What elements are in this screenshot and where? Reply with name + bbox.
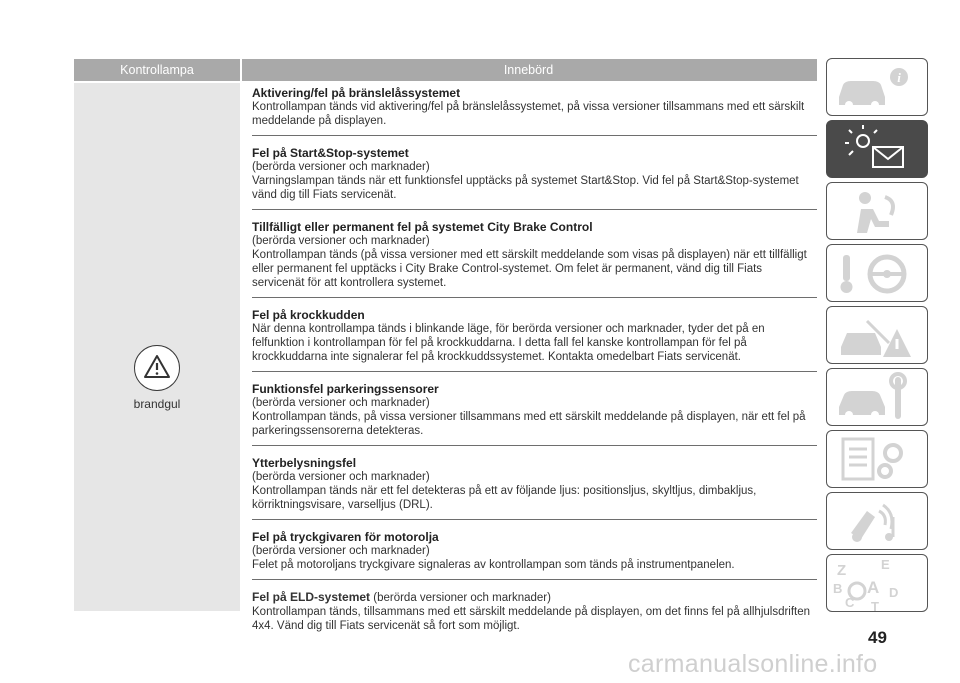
section-body: Varningslampan tänds när ett funktionsfel upptäcks på systemet Start&Stop. Vid fel på Start&Stop-systemet vänd dig till Fiats servicenät. [252, 175, 799, 201]
warning-light-table [74, 59, 817, 632]
technical-data-icon[interactable] [826, 430, 928, 488]
section-body: Kontrollampan tänds vid aktivering/fel på bränslelåssystemet, på vissa versioner tillsammans med ett särskilt meddelande på displayen. [252, 101, 805, 127]
svg-text:A: A [867, 578, 880, 597]
index-icon[interactable] [826, 554, 928, 612]
svg-text:E: E [881, 557, 890, 572]
section-title: Fel på krockkudden [252, 308, 365, 322]
table-header [74, 59, 817, 81]
svg-text:i: i [897, 70, 901, 85]
svg-text:Z: Z [837, 562, 847, 579]
section-title: Fel på tryckgivaren för motorolja [252, 530, 439, 544]
section-note: (berörda versioner och marknader) [373, 592, 551, 604]
section-body: Kontrollampan tänds när ett fel detekteras på ett av följande ljus: positionsljus, skyltljus, dimbakljus, körriktningsvisare, varselljus (DRL). [252, 485, 757, 511]
section-title: Ytterbelysningsfel [252, 456, 357, 470]
lamp-color-label: brandgul [133, 397, 181, 411]
section-note: (berörda versioner och marknader) [252, 471, 430, 483]
svg-text:B: B [833, 581, 843, 596]
lamp-cell [74, 83, 240, 611]
emergency-icon[interactable] [826, 306, 928, 364]
section-title: Fel på Start&Stop-systemet [252, 146, 409, 160]
section-city-brake [252, 217, 817, 298]
section-note: (berörda versioner och marknader) [252, 161, 430, 173]
section-body: Kontrollampan tänds (på vissa versioner med ett särskilt meddelande som visas på displayen) när ett tillfälligt eller permanent fel upptäcks i City Brake Control-systemet. Om felet är permanent, vänd dig till Fiats servicenät för att kontrollera systemet. [252, 249, 807, 289]
svg-text:T: T [871, 599, 879, 613]
section-start-stop [252, 143, 817, 210]
maintenance-icon[interactable] [826, 368, 928, 426]
safety-airbag-icon[interactable] [826, 182, 928, 240]
watermark: carmanualsonline.info [628, 650, 878, 678]
meaning-cell [252, 83, 817, 640]
starting-driving-icon[interactable] [826, 244, 928, 302]
section-note: (berörda versioner och marknader) [252, 397, 430, 409]
car-info-icon[interactable] [826, 58, 928, 116]
section-title: Tillfälligt eller permanent fel på systemet City Brake Control [252, 220, 593, 234]
warning-triangle-icon [134, 345, 180, 391]
header-lamp: Kontrollampa [120, 63, 194, 77]
section-note: (berörda versioner och marknader) [252, 545, 430, 557]
section-title: Aktivering/fel på bränslelåssystemet [252, 86, 461, 100]
svg-text:C: C [845, 595, 855, 610]
section-oil-pressure [252, 527, 817, 580]
section-body: Kontrollampan tänds, tillsammans med ett särskilt meddelande på displayen, om det finns fel på allhjulsdriften 4x4. Vänd dig till Fiats servicenät så fort som möjligt. [252, 606, 811, 632]
section-note: (berörda versioner och marknader) [252, 235, 430, 247]
multimedia-icon[interactable] [826, 492, 928, 550]
section-body: Felet på motoroljans tryckgivare signaleras av kontrollampan som tänds på instrumentpanelen. [252, 559, 735, 571]
warning-lights-messages-icon[interactable] [826, 120, 928, 178]
section-fuel-lock [252, 83, 817, 136]
section-heading-line [252, 590, 817, 605]
page-number: 49 [868, 628, 887, 647]
section-eld [252, 587, 817, 640]
section-title: Funktionsfel parkeringssensorer [252, 382, 439, 396]
svg-text:D: D [889, 585, 899, 600]
section-airbag [252, 305, 817, 372]
section-body: Kontrollampan tänds, på vissa versioner tillsammans med ett särskilt meddelande på displayen, när ett fel på parkeringssensorerna detekteras. [252, 411, 806, 437]
section-title: Fel på ELD-systemet [252, 590, 371, 604]
section-body: När denna kontrollampa tänds i blinkande läge, för berörda versioner och marknader, tyder det på en felfunktion i kontrollampan för fel på krockkuddarna. I detta fall fel kanske kontrollampan för fel på krockkuddarna inte signalerar fel på krockkuddssystemet. Kontakta omedelbart Fiats servicenät. [252, 323, 765, 363]
header-meaning: Innebörd [503, 63, 554, 77]
section-parking-sensors [252, 379, 817, 446]
section-exterior-lights [252, 453, 817, 520]
